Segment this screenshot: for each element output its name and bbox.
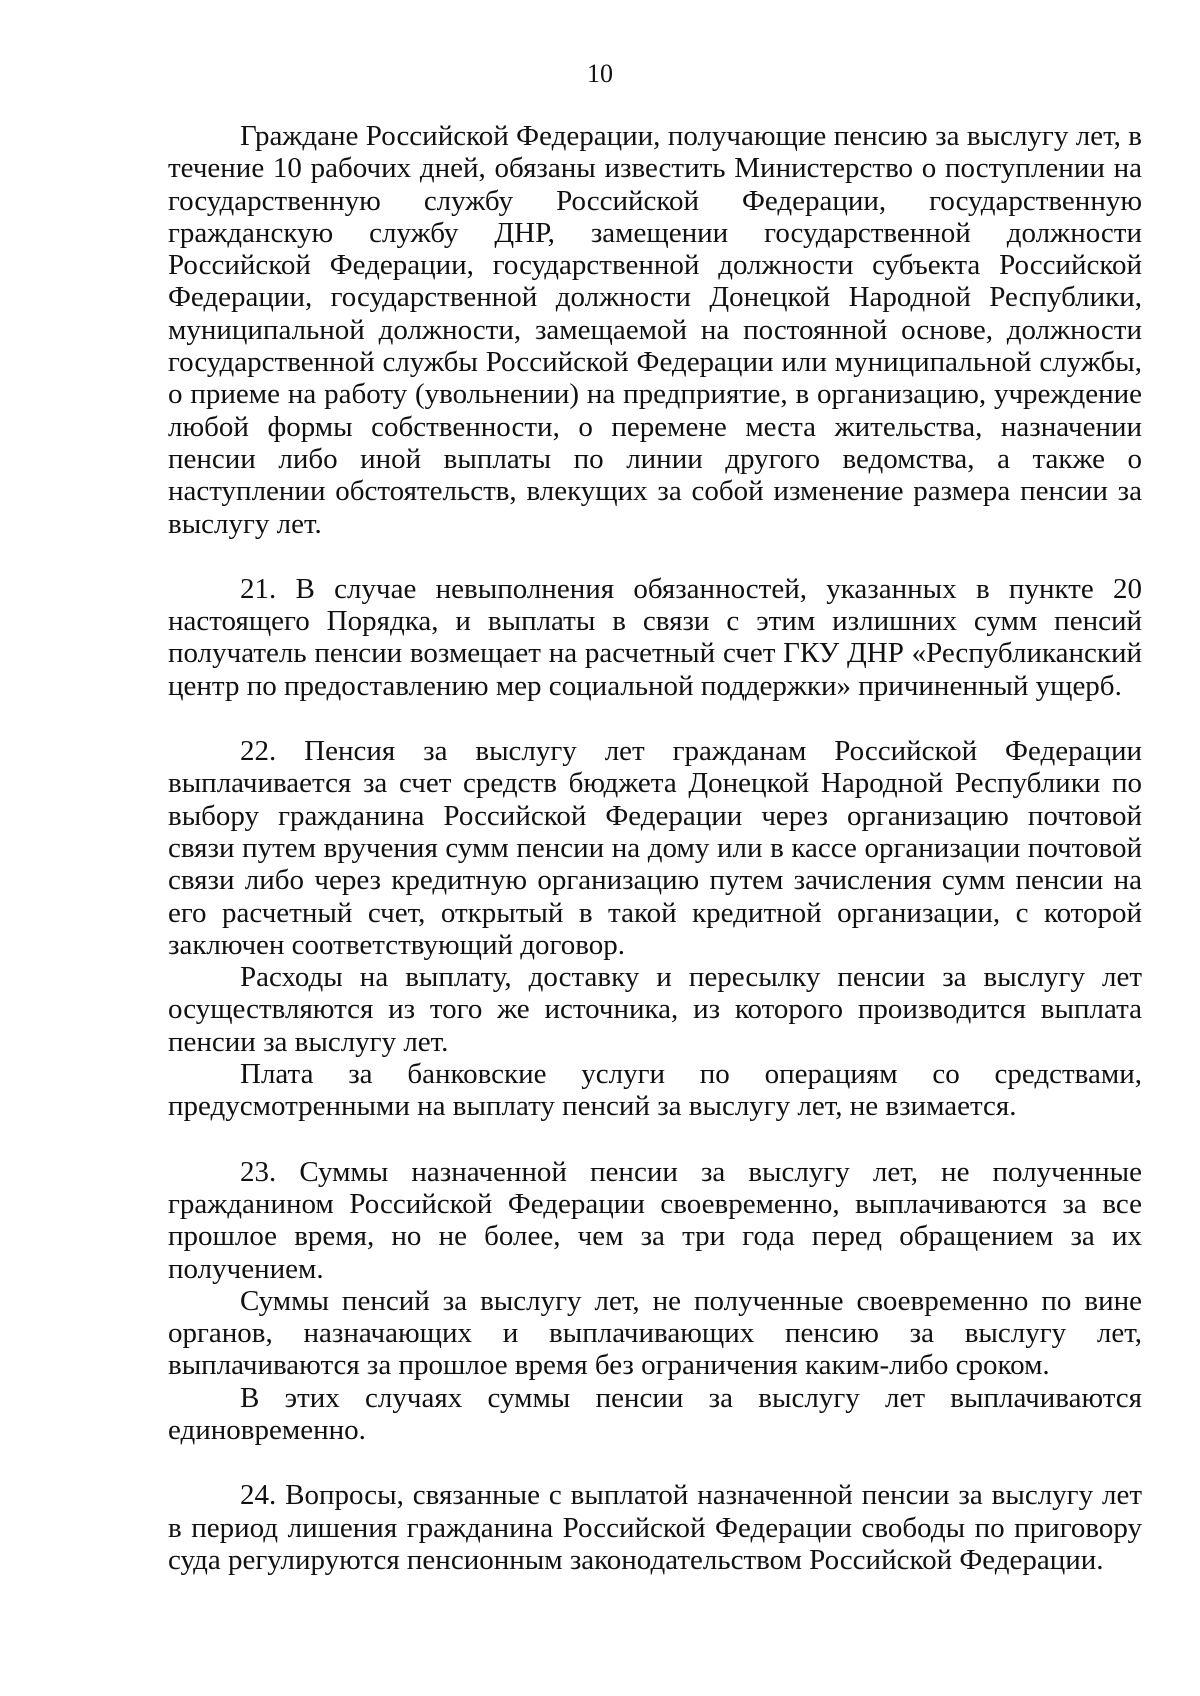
paragraph-23-agency-fault: Суммы пенсий за выслугу лет, не полученные своевременно по вине органов, назначающих и выплачивающих пенсию за выслугу лет, выплачиваются за прошлое время без ограничения каким-либо сроком. xyxy=(168,1284,1142,1382)
paragraph-20-continuation: Граждане Российской Федерации, получающие пенсию за выслугу лет, в течение 10 рабочих дней, обязаны известить Министерство о поступлении на государственную службу Российской Федерации, государственную гражданскую службу ДНР, замещении государственной должности Российской Федерации, государственной должности субъекта Российской Федерации, государственной должности Донецкой Народной Республики, муниципальной должности, замещаемой на постоянной основе, должности государственной службы Российской Федерации или муниципальной службы, о приеме на работу (увольнении) на предприятие, в организацию, учреждение любой формы собственности, о перемене места жительства, назначении пенсии либо иной выплаты по линии другого ведомства, а также о наступлении обстоятельств, влекущих за собой изменение размера пенсии за выслугу лет. xyxy=(168,120,1142,540)
paragraph-23-lump-sum: В этих случаях суммы пенсии за выслугу лет выплачиваются единовременно. xyxy=(168,1381,1142,1446)
page-number: 10 xyxy=(587,59,613,88)
paragraph-23: 23. Суммы назначенной пенсии за выслугу лет, не полученные гражданином Российской Федерации своевременно, выплачиваются за все прошлое время, но не более, чем за три года перед обращением за их получением. xyxy=(168,1155,1142,1285)
paragraph-22-expenses: Расходы на выплату, доставку и пересылку пенсии за выслугу лет осуществляются из того же источника, из которого производится выплата пенсии за выслугу лет. xyxy=(168,961,1142,1058)
paragraph-22: 22. Пенсия за выслугу лет гражданам Российской Федерации выплачивается за счет средств бюджета Донецкой Народной Республики по выбору гражданина Российской Федерации через организацию почтовой связи путем вручения сумм пенсии на дому или в кассе организации почтовой связи либо через кредитную организацию путем зачисления сумм пенсии на его расчетный счет, открытый в такой кредитной организации, с которой заключен соответствующий договор. xyxy=(168,735,1142,961)
paragraph-24: 24. Вопросы, связанные с выплатой назначенной пенсии за выслугу лет в период лишения гражданина Российской Федерации свободы по приговору суда регулируются пенсионным законодательством Российской Федерации. xyxy=(168,1479,1142,1576)
document-body xyxy=(168,120,1142,1576)
paragraph-22-bank-fees: Плата за банковские услуги по операциям со средствами, предусмотренными на выплату пенсий за выслугу лет, не взимается. xyxy=(168,1058,1142,1123)
paragraph-21: 21. В случае невыполнения обязанностей, указанных в пункте 20 настоящего Порядка, и выплаты в связи с этим излишних сумм пенсий получатель пенсии возмещает на расчетный счет ГКУ ДНР «Республиканский центр по предоставлению мер социальной поддержки» причиненный ущерб. xyxy=(168,572,1142,702)
